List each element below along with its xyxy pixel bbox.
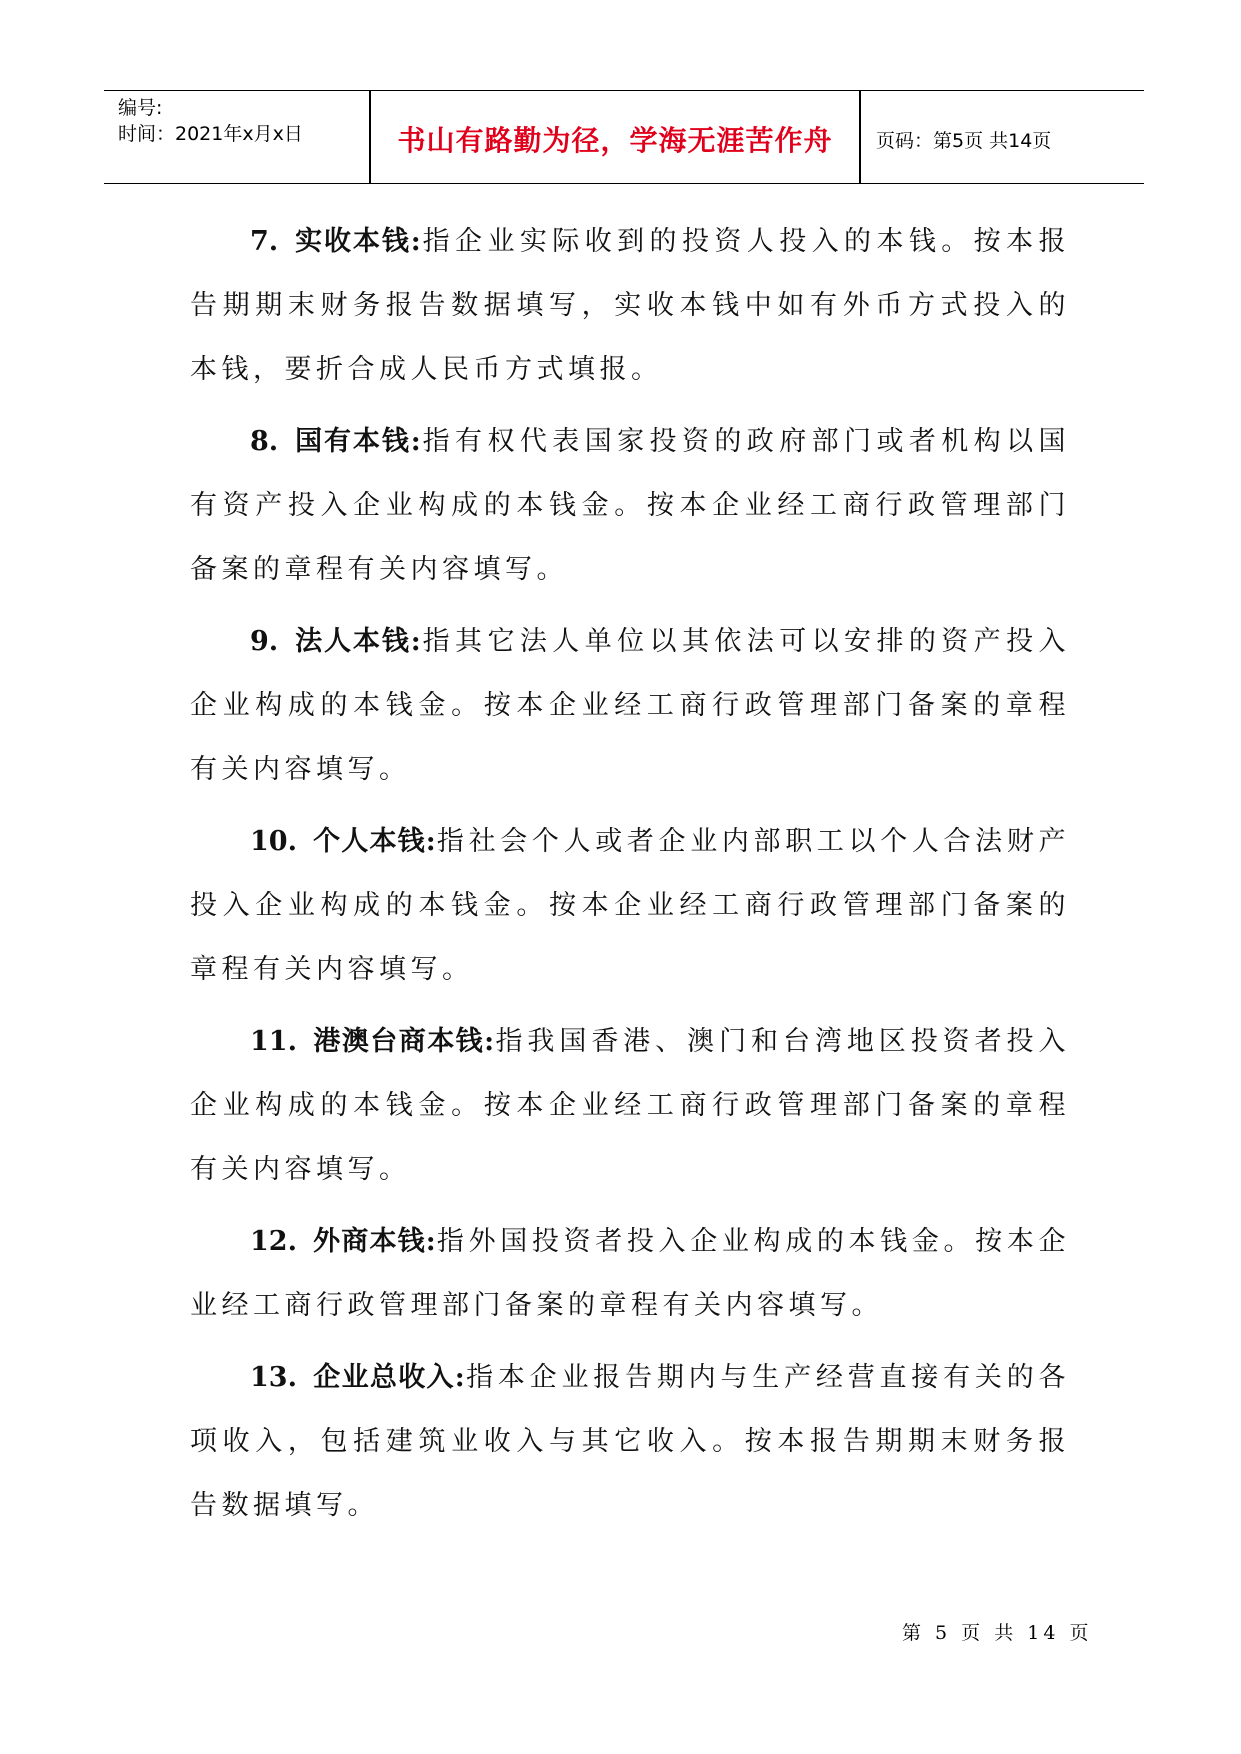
definition-paragraph bbox=[190, 1210, 1070, 1338]
item-number: 11. bbox=[250, 1026, 297, 1057]
document-date-label: 时间：2021年x月x日 bbox=[118, 123, 303, 145]
item-text: 指外国投资者投入企业构成的本钱金。按本企业经工商行政管理部门备案的章程有关内容填写。 bbox=[190, 1226, 1071, 1321]
page-footer: 第 5 页 共 14 页 bbox=[902, 1622, 1093, 1644]
item-text: 指企业实际收到的投资人投入的本钱。按本报告期期末财务报告数据填写，实收本钱中如有外币方式投入的本钱，要折合成人民币方式填报。 bbox=[190, 226, 1071, 385]
definition-paragraph bbox=[190, 410, 1070, 602]
header-page-code: 页码：第5页 共14页 bbox=[876, 129, 1052, 152]
item-term: 港澳台商本钱: bbox=[312, 1026, 496, 1057]
definition-paragraph bbox=[190, 610, 1070, 802]
item-term: 实收本钱: bbox=[294, 226, 422, 257]
definition-paragraph bbox=[190, 1010, 1070, 1202]
item-number: 9. bbox=[250, 626, 279, 657]
header-divider bbox=[859, 91, 861, 183]
document-code-label: 编号: bbox=[118, 97, 163, 119]
item-number: 12. bbox=[250, 1226, 297, 1257]
item-number: 7. bbox=[250, 226, 279, 257]
item-text: 指本企业报告期内与生产经营直接有关的各项收入，包括建筑业收入与其它收入。按本报告期期末财务报告数据填写。 bbox=[190, 1362, 1071, 1521]
item-text: 指有权代表国家投资的政府部门或者机构以国有资产投入企业构成的本钱金。按本企业经工商行政管理部门备案的章程有关内容填写。 bbox=[190, 426, 1071, 585]
item-term: 法人本钱: bbox=[294, 626, 422, 657]
item-term: 个人本钱: bbox=[312, 826, 437, 857]
item-term: 国有本钱: bbox=[294, 426, 422, 457]
header-meta bbox=[118, 91, 368, 183]
item-term: 外商本钱: bbox=[312, 1226, 437, 1257]
header-motto: 书山有路勤为径，学海无涯苦作舟 bbox=[397, 124, 833, 157]
item-number: 10. bbox=[250, 826, 297, 857]
item-text: 指其它法人单位以其依法可以安排的资产投入企业构成的本钱金。按本企业经工商行政管理部门备案的章程有关内容填写。 bbox=[190, 626, 1071, 785]
item-text: 指社会个人或者企业内部职工以个人合法财产投入企业构成的本钱金。按本企业经工商行政管理部门备案的章程有关内容填写。 bbox=[190, 826, 1071, 985]
document-body bbox=[190, 210, 1070, 1538]
definition-paragraph bbox=[190, 810, 1070, 1002]
definition-paragraph bbox=[190, 1346, 1070, 1538]
item-number: 13. bbox=[250, 1362, 297, 1393]
item-text: 指我国香港、澳门和台湾地区投资者投入企业构成的本钱金。按本企业经工商行政管理部门备案的章程有关内容填写。 bbox=[190, 1026, 1070, 1185]
page-header bbox=[104, 90, 1144, 184]
item-number: 8. bbox=[250, 426, 279, 457]
definition-paragraph bbox=[190, 210, 1070, 402]
item-term: 企业总收入: bbox=[312, 1362, 466, 1393]
